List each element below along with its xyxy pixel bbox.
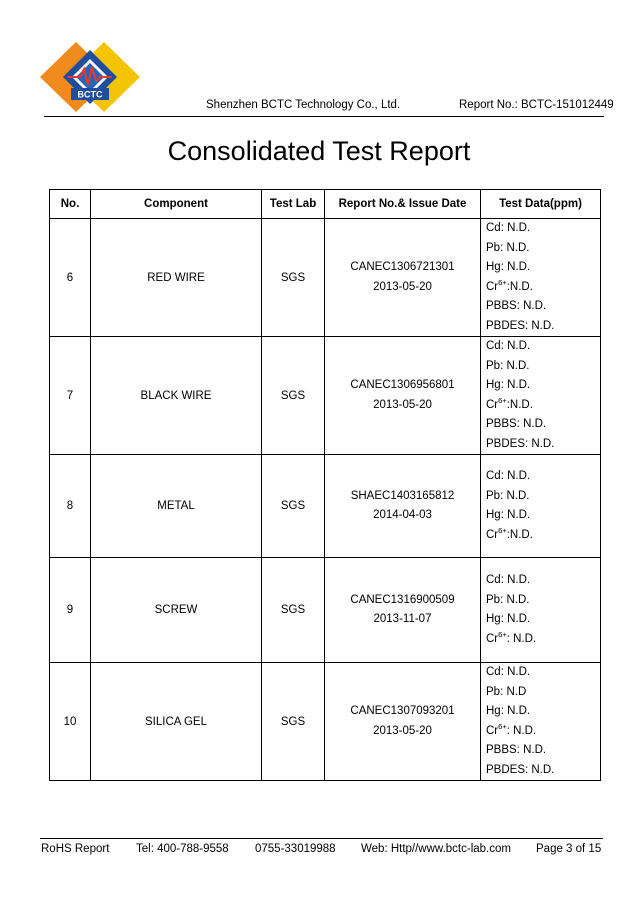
table-row	[50, 219, 601, 337]
test-data-line	[486, 278, 600, 298]
test-data-suffix: :N.D.	[506, 528, 533, 541]
footer-web: Web: Http//www.bctc-lab.com	[361, 843, 511, 855]
test-data-line	[486, 219, 600, 239]
test-data-text: Hg: N.D.	[486, 261, 531, 273]
test-data-line	[486, 591, 600, 611]
test-data-suffix: :N.D.	[506, 280, 533, 293]
test-data-superscript: 6+	[498, 525, 507, 535]
test-data-text: PBDES: N.D.	[486, 763, 555, 776]
cell-component: BLACK WIRE	[91, 337, 262, 455]
test-data-superscript: 6+	[498, 721, 507, 731]
test-data-line	[486, 702, 600, 722]
footer-tel: Tel: 400-788-9558	[136, 843, 229, 855]
report-number: Report No.: BCTC-151012449	[459, 99, 614, 111]
table-row	[50, 337, 601, 455]
cell-test-data	[481, 337, 601, 455]
test-data-text: Cr	[486, 398, 499, 411]
test-data-text: PBBS: N.D.	[486, 418, 547, 430]
issue-date-value: 2013-05-20	[373, 724, 432, 737]
cell-component: RED WIRE	[91, 219, 262, 337]
test-data-line	[486, 357, 600, 377]
cell-no: 6	[50, 219, 91, 337]
test-data-text: Hg: N.D.	[486, 613, 531, 625]
test-data-line	[486, 506, 600, 526]
test-results-table	[49, 189, 601, 781]
test-data-suffix: : N.D.	[506, 724, 537, 737]
report-number-value: CANEC1316900509	[350, 593, 455, 606]
test-data-text: PBDES: N.D.	[486, 437, 555, 450]
column-header-test-data: Test Data(ppm)	[481, 190, 601, 219]
table-row	[50, 558, 601, 663]
report-number-value: CANEC1306956801	[350, 379, 455, 391]
test-data-line	[486, 376, 600, 396]
cell-report-date	[325, 455, 481, 558]
cell-component: METAL	[91, 455, 262, 558]
test-data-text: Cd: N.D.	[486, 222, 531, 234]
cell-component: SCREW	[91, 558, 262, 663]
footer-page-number: Page 3 of 15	[536, 843, 602, 855]
test-data-text: PBBS: N.D.	[486, 744, 547, 756]
column-header-report-date: Report No.& Issue Date	[325, 190, 481, 219]
cell-test-lab: SGS	[262, 455, 325, 558]
footer-report-type: RoHS Report	[41, 843, 110, 855]
report-number-value: SHAEC1403165812	[350, 489, 455, 502]
test-data-line	[486, 610, 600, 630]
test-data-line	[486, 526, 600, 546]
column-header-no: No.	[50, 190, 91, 219]
report-number-value: CANEC1306721301	[350, 261, 455, 273]
cell-test-data	[481, 663, 601, 781]
header-divider	[44, 116, 604, 117]
test-data-line	[486, 683, 600, 703]
footer-phone: 0755-33019988	[255, 843, 336, 855]
test-data-line	[486, 337, 600, 357]
cell-report-date	[325, 219, 481, 337]
test-data-line	[486, 258, 600, 278]
test-data-line	[486, 741, 600, 761]
test-data-text: PBDES: N.D.	[486, 319, 555, 332]
test-data-text: Cr	[486, 632, 499, 645]
cell-test-data	[481, 558, 601, 663]
issue-date-value: 2013-05-20	[373, 398, 432, 411]
cell-test-lab: SGS	[262, 663, 325, 781]
cell-no: 9	[50, 558, 91, 663]
test-data-line	[486, 571, 600, 591]
table-row	[50, 663, 601, 781]
company-name: Shenzhen BCTC Technology Co., Ltd.	[206, 99, 401, 111]
table-header-row	[50, 190, 601, 219]
issue-date-value: 2014-04-03	[373, 509, 432, 521]
test-data-suffix: :N.D.	[506, 398, 533, 411]
test-data-line	[486, 415, 600, 435]
test-data-superscript: 6+	[498, 395, 507, 405]
test-data-text: Cr	[486, 528, 499, 541]
test-data-text: Cd: N.D.	[486, 470, 531, 482]
cell-test-lab: SGS	[262, 337, 325, 455]
test-data-line	[486, 761, 600, 781]
cell-test-lab: SGS	[262, 558, 325, 663]
test-data-text: Cd: N.D.	[486, 340, 531, 352]
test-data-text: PBBS: N.D.	[486, 300, 547, 312]
issue-date-value: 2013-11-07	[373, 613, 432, 625]
test-data-line	[486, 722, 600, 742]
cell-report-date	[325, 558, 481, 663]
test-data-line	[486, 630, 600, 650]
table-row	[50, 455, 601, 558]
cell-no: 10	[50, 663, 91, 781]
page-title: Consolidated Test Report	[167, 136, 471, 166]
report-number-value: CANEC1307093201	[350, 705, 455, 717]
test-data-text: Pb: N.D.	[486, 241, 530, 254]
test-data-line	[486, 663, 600, 683]
cell-test-lab: SGS	[262, 219, 325, 337]
test-data-text: Hg: N.D.	[486, 509, 531, 521]
test-data-line	[486, 396, 600, 416]
issue-date-value: 2013-05-20	[373, 280, 432, 293]
test-data-text: Hg: N.D.	[486, 705, 531, 717]
cell-test-data	[481, 455, 601, 558]
test-data-text: Cd: N.D.	[486, 574, 531, 586]
test-data-line	[486, 467, 600, 487]
test-data-superscript: 6+	[498, 277, 507, 287]
test-data-line	[486, 487, 600, 507]
test-data-text: Cr	[486, 280, 499, 293]
column-header-test-lab: Test Lab	[262, 190, 325, 219]
test-data-text: Pb: N.D	[486, 685, 527, 698]
test-data-line	[486, 239, 600, 259]
test-data-suffix: : N.D.	[506, 632, 537, 645]
test-data-superscript: 6+	[498, 629, 507, 639]
cell-component: SILICA GEL	[91, 663, 262, 781]
test-data-text: Cr	[486, 724, 499, 737]
logo-label: BCTC	[77, 89, 103, 100]
cell-report-date	[325, 663, 481, 781]
bctc-logo	[38, 40, 142, 114]
footer-divider	[40, 838, 603, 839]
test-data-line	[486, 317, 600, 337]
column-header-component: Component	[91, 190, 262, 219]
cell-test-data	[481, 219, 601, 337]
test-data-text: Pb: N.D.	[486, 593, 530, 606]
cell-no: 8	[50, 455, 91, 558]
cell-report-date	[325, 337, 481, 455]
test-data-text: Pb: N.D.	[486, 359, 530, 372]
test-data-line	[486, 297, 600, 317]
test-data-line	[486, 435, 600, 455]
test-data-text: Cd: N.D.	[486, 666, 531, 678]
cell-no: 7	[50, 337, 91, 455]
test-data-text: Pb: N.D.	[486, 489, 530, 502]
test-data-text: Hg: N.D.	[486, 379, 531, 391]
